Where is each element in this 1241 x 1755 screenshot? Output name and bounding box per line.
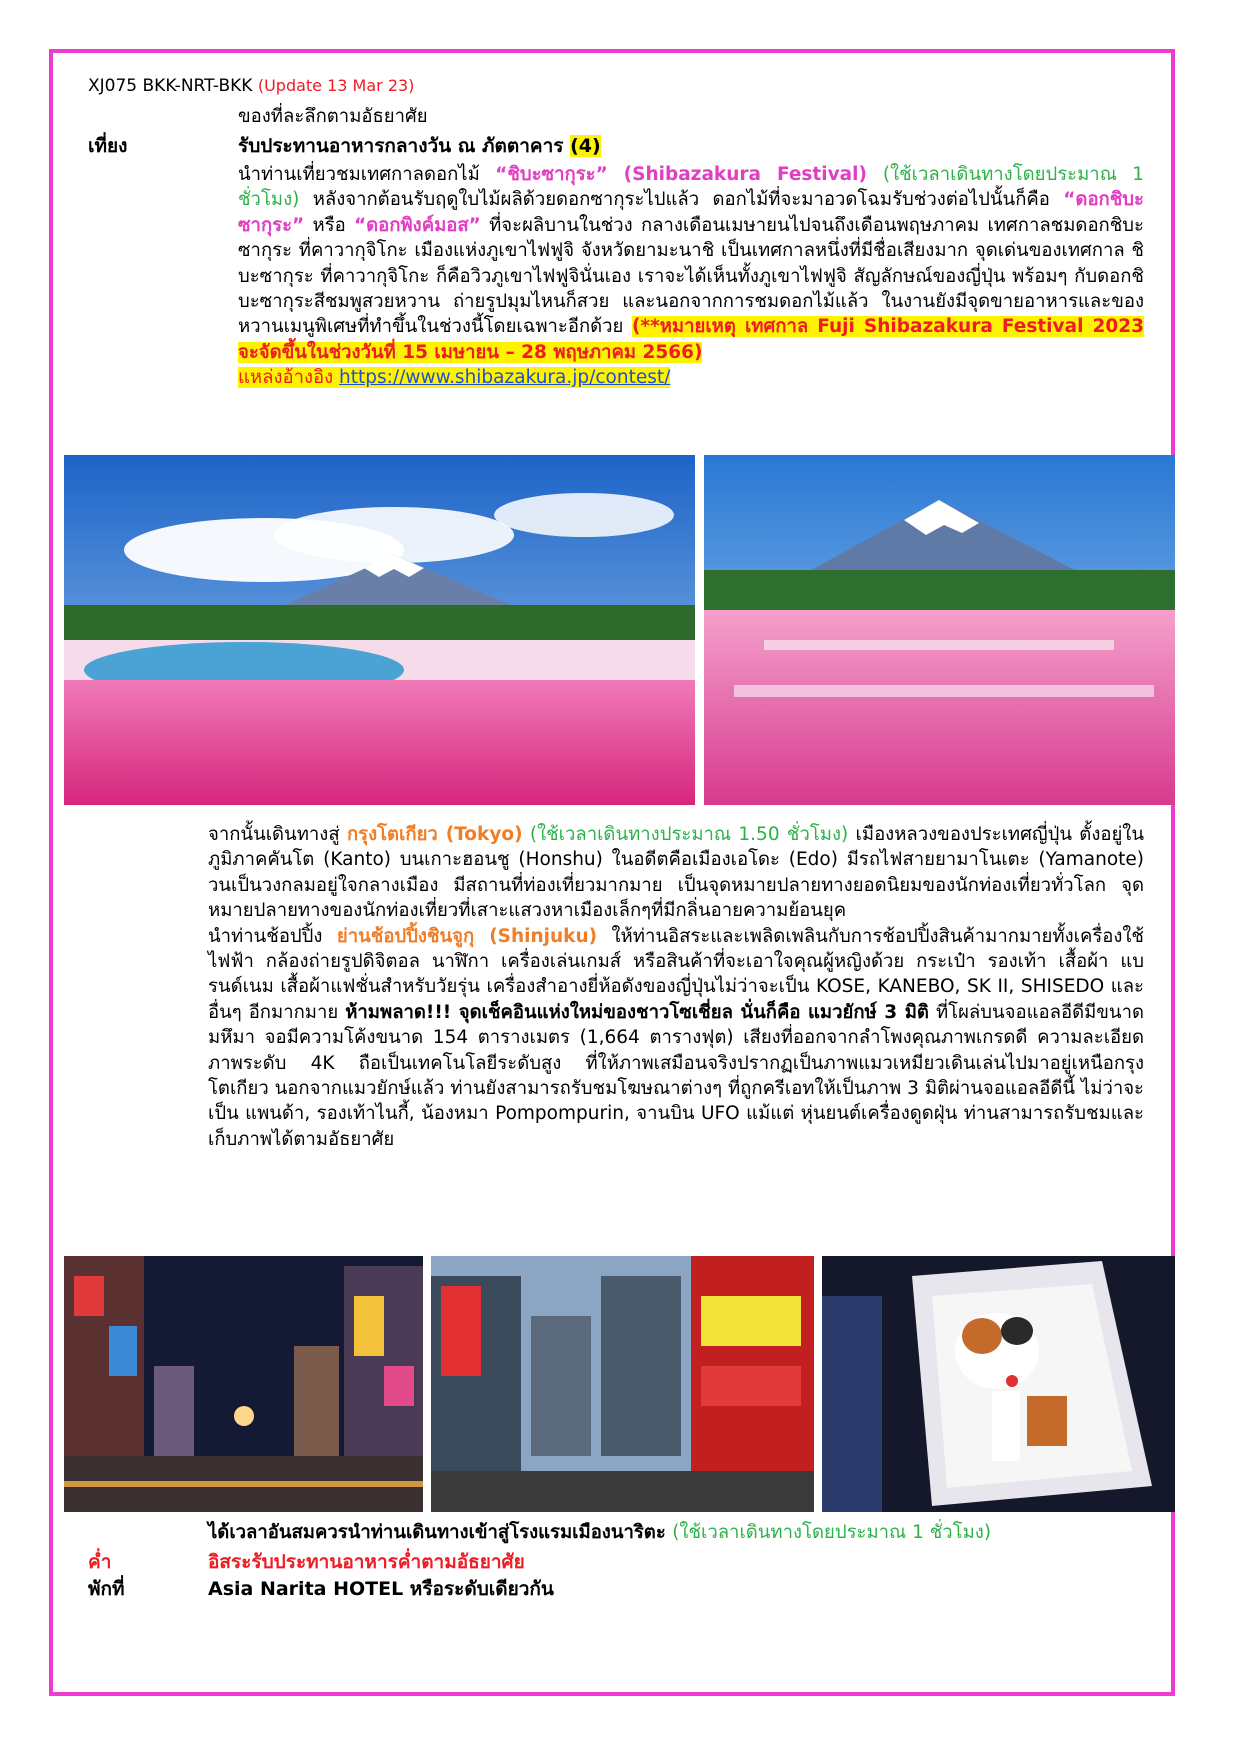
shinjuku-intro: นำท่านช้อปปิ้ง bbox=[208, 925, 337, 947]
tour-code: XJ075 BKK-NRT-BKK bbox=[88, 76, 253, 96]
shinjuku-text1: ให้ท่านอิสระและเพลิดเพลินกับการช้อปปิ้งสินค้ามากมายทั้งเครื่องใช้ไฟฟ้า กล้องถ่ายรูปดิจิตอล นาฬิกา เครื่องเล่นเกมส์ หรือสินค้าที่จะเอาใจคุณผู้หญิงด้วย กระเป๋า รองเท้า เสื้อผ้า แบรนด์เนม เสื้อผ้าแฟชั่นสำหรับวัยรุ่น เครื่องสำอางยี่ห้อดังของญี่ปุ่นไม่ว่าจะเป็น KOSE, KANEBO, SK II, SHISEDO และอื่นๆ อีกมากมาย bbox=[208, 925, 1144, 1023]
shinjuku-name: ย่านช้อปปิ้งชินจูกุ (Shinjuku) bbox=[336, 925, 598, 947]
shibazakura-paragraph bbox=[238, 162, 1144, 391]
shiba-text2: ที่จะผลิบานในช่วง กลางเดือนเมษายนไปจนถึงเดือนพฤษภาคม เทศกาลชมดอกชิบะซากุระ ที่คาวากุจิโกะ เมืองแห่งภูเขาไฟฟูจิ จังหวัดยามะนาชิ เป็นเทศกาลหนึ่งที่มีชื่อเสียงมาก จุดเด่นของเทศกาล ชิบะซากุระ ที่คาวากุจิโกะ ก็คือวิวภูเขาไฟฟูจินั่นเอง เราจะได้เห็นทั้งภูเขาไฟฟูจิ สัญลักษณ์ของญี่ปุ่น พร้อมๆ กับดอกชิบะซากุระสีชมพูสวยหวาน ถ่ายรูปมุมไหนก็สวย และนอกจากการชมดอกไม้แล้ว ในงานยังมีจุดขายอาหารและของหวานเมนูพิเศษที่ทำขึ้นในช่วงนี้โดยเฉพาะอีกด้วย bbox=[238, 214, 1144, 338]
tokyo-text: เมืองหลวงของประเทศญี่ปุ่น ตั้งอยู่ในภูมิภาคคันโต (Kanto) บนเกาะฮอนชู (Honshu) ในอดีตคือเมืองเอโดะ (Edo) มีรถไฟสายยามาโนเตะ (Yamanote) วนเป็นวงกลมอยู่ใจกลางเมือง มีสถานที่ท่องเที่ยวมากมาย เป็นจุดหมายปลายทางยอดนิยมของนักท่องเที่ยวทั่วโลก จุดหมายปลายทางของนักท่องเที่ยวที่เสาะแสวงหาเมืองเล็กๆที่มีกลิ่นอายความย้อนยุค bbox=[208, 824, 1144, 922]
tokyo-name: กรุงโตเกียว (Tokyo) bbox=[346, 824, 523, 845]
lunch-label: เที่ยง bbox=[88, 135, 128, 157]
shinjuku-highlight: ห้ามพลาด!!! จุดเช็คอินแห่งใหม่ของชาวโซเชี่ยล นั่นก็คือ แมวยักษ์ 3 มิติ bbox=[345, 1001, 929, 1023]
dinner-label: ค่ำ bbox=[88, 1551, 112, 1573]
tokyo-intro: จากนั้นเดินทางสู่ bbox=[208, 824, 347, 845]
shinjuku-text2: ที่โผล่บนจอแอลอีดีมีขนาดมหึมา จอมีความโค้งขนาด 154 ตารางเมตร (1,664 ตารางฟุต) เสียงที่ออกจากลำโพงคุณภาพเกรดดี ความละเอียดภาพระดับ 4K ถือเป็นเทคโนโลยีระดับสูง ที่ให้ภาพเสมือนจริงปรากฏเป็นภาพแมวเหมียวเดินเล่นไปมาอยู่เหนือกรุงโตเกียว นอกจากแมวยักษ์แล้ว ท่านยังสามารถรับชมโฆษณาต่างๆ ที่ถูกครีเอทให้เป็นภาพ 3 มิติผ่านจอแอลอีดีนี้ ไม่ว่าจะเป็น แพนด้า, รองเท้าไนกี้, น้องหมา Pompompurin, จานบิน UFO แม้แต่ หุ่นยนต์เครื่องดูดฝุ่น ท่านสามารถรับชมและเก็บภาพได้ตามอัธยาศัย bbox=[208, 1001, 1144, 1150]
shibazakura-fuji-photo bbox=[704, 455, 1175, 805]
reference-link[interactable]: https://www.shibazakura.jp/contest/ bbox=[339, 367, 671, 389]
shiba-intro: นำท่านเที่ยวชมเทศกาลดอกไม้ bbox=[238, 164, 496, 185]
giant-3d-cat-billboard-photo bbox=[822, 1256, 1175, 1512]
shinjuku-night-street-photo bbox=[64, 1256, 423, 1512]
tokyo-paragraph bbox=[208, 822, 1144, 1152]
stay-text: Asia Narita HOTEL หรือระดับเดียวกัน bbox=[208, 1578, 554, 1600]
shibazakura-lake-photo bbox=[64, 455, 695, 805]
stay-label: พักที่ bbox=[88, 1578, 125, 1600]
shiba-name-th: “ชิบะซากุระ” bbox=[495, 164, 608, 185]
shiba-flower1: “ดอกชิบะซากุระ” bbox=[238, 189, 1144, 236]
hotel-transfer-duration: (ใช้เวลาเดินทางโดยประมาณ 1 ชั่วโมง) bbox=[672, 1522, 992, 1543]
dinner-text: อิสระรับประทานอาหารค่ำตามอัธยาศัย bbox=[208, 1551, 525, 1573]
shiba-text1: หลังจากต้อนรับฤดูใบไม้ผลิด้วยดอกซากุระไปแล้ว ดอกไม้ที่จะมาอวดโฉมรับช่วงต่อไปนั้นก็คือ bbox=[299, 189, 1064, 211]
tokyo-duration: (ใช้เวลาเดินทางประมาณ 1.50 ชั่วโมง) bbox=[522, 824, 849, 845]
lunch-text bbox=[238, 131, 601, 161]
page-header bbox=[88, 76, 414, 96]
lunch-description: รับประทานอาหารกลางวัน ณ ภัตตาคาร bbox=[238, 135, 564, 157]
meal-number: (4) bbox=[570, 135, 601, 157]
update-note: (Update 13 Mar 23) bbox=[257, 76, 415, 95]
hotel-transfer-text: ได้เวลาอันสมควรนำท่านเดินทางเข้าสู่โรงแรมเมืองนาริตะ bbox=[208, 1522, 673, 1543]
shiba-duration: (ใช้เวลาเดินทางโดยประมาณ 1 ชั่วโมง) bbox=[238, 164, 1144, 211]
shiba-name-en: (Shibazakura Festival) bbox=[607, 164, 883, 185]
shinjuku-shopping-street-photo bbox=[431, 1256, 814, 1512]
hotel-transfer-line bbox=[208, 1520, 1144, 1545]
festival-note: (**หมายเหตุ เทศกาล Fuji Shibazakura Festival 2023 จะจัดขึ้นในช่วงวันที่ 15 เมษายน – 28 พฤษภาคม 2566) bbox=[238, 316, 1144, 363]
souvenir-line: ของที่ละลึกตามอัธยาศัย bbox=[238, 106, 428, 127]
reference-label: แหล่งอ้างอิง bbox=[238, 367, 340, 389]
shiba-flower2: “ดอกพิงค์มอส” bbox=[353, 214, 481, 236]
shiba-or: หรือ bbox=[304, 214, 354, 236]
